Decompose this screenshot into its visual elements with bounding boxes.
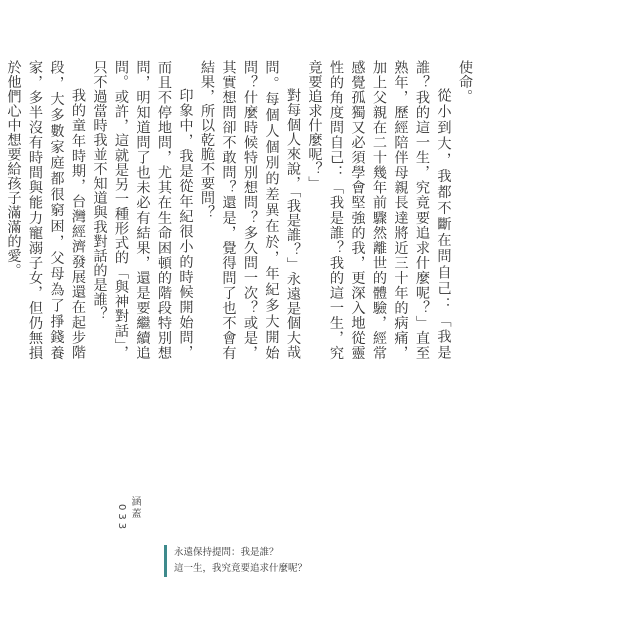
paragraph: 我的童年時期，台灣經濟發展還在起步階段，大多數家庭都很窮困，父母為了掙錢養家，多半沒有時間與能力寵溺子女，但仍無損於他們心中想要給孩子滿滿的愛。 <box>5 60 86 360</box>
paragraph: 印象中，我是從年紀很小的時候開始問，而且不停地問，尤其在生命困頓的階段特別想問，明知道問了也未必有結果，還是要繼續追問。或許，這就是另一種形式的「與神對話」，只不過當時我並不知道與我對話的是誰？ <box>91 60 194 360</box>
pull-quote <box>164 545 354 577</box>
pull-quote-line: 永遠保持提問：我是誰？ <box>174 547 279 558</box>
pull-quote-line: 這一生，我究竟要追求什麼呢？ <box>174 563 308 574</box>
paragraph: 從小到大，我都不斷在問自己：「我是誰？我的這一生，究竟要追求什麼呢？」直至熟年，歷經陪伴母親長達將近三十年的病痛，加上父親在二十幾年前驟然離世的體驗，經常感覺孤獨又必須學會堅強的我，更深入地從靈性的角度問自己：「我是誰？我的這一生，究竟要追求什麼呢？」 <box>306 60 452 360</box>
section-title: 涵蓋 <box>129 496 140 520</box>
page-number: 033 <box>116 504 127 533</box>
paragraph: 使命。 <box>457 60 473 104</box>
paragraph: 對每個人來說，「我是誰？」永遠是個大哉問。每個人個別的差異在於，年紀多大開始問？什麼時候特別想問？多久問一次？或是，其實想問卻不敢問？還是，覺得問了也不會有結果，所以乾脆不要問？ <box>199 60 301 360</box>
running-head <box>116 496 142 532</box>
body-text <box>2 60 475 360</box>
